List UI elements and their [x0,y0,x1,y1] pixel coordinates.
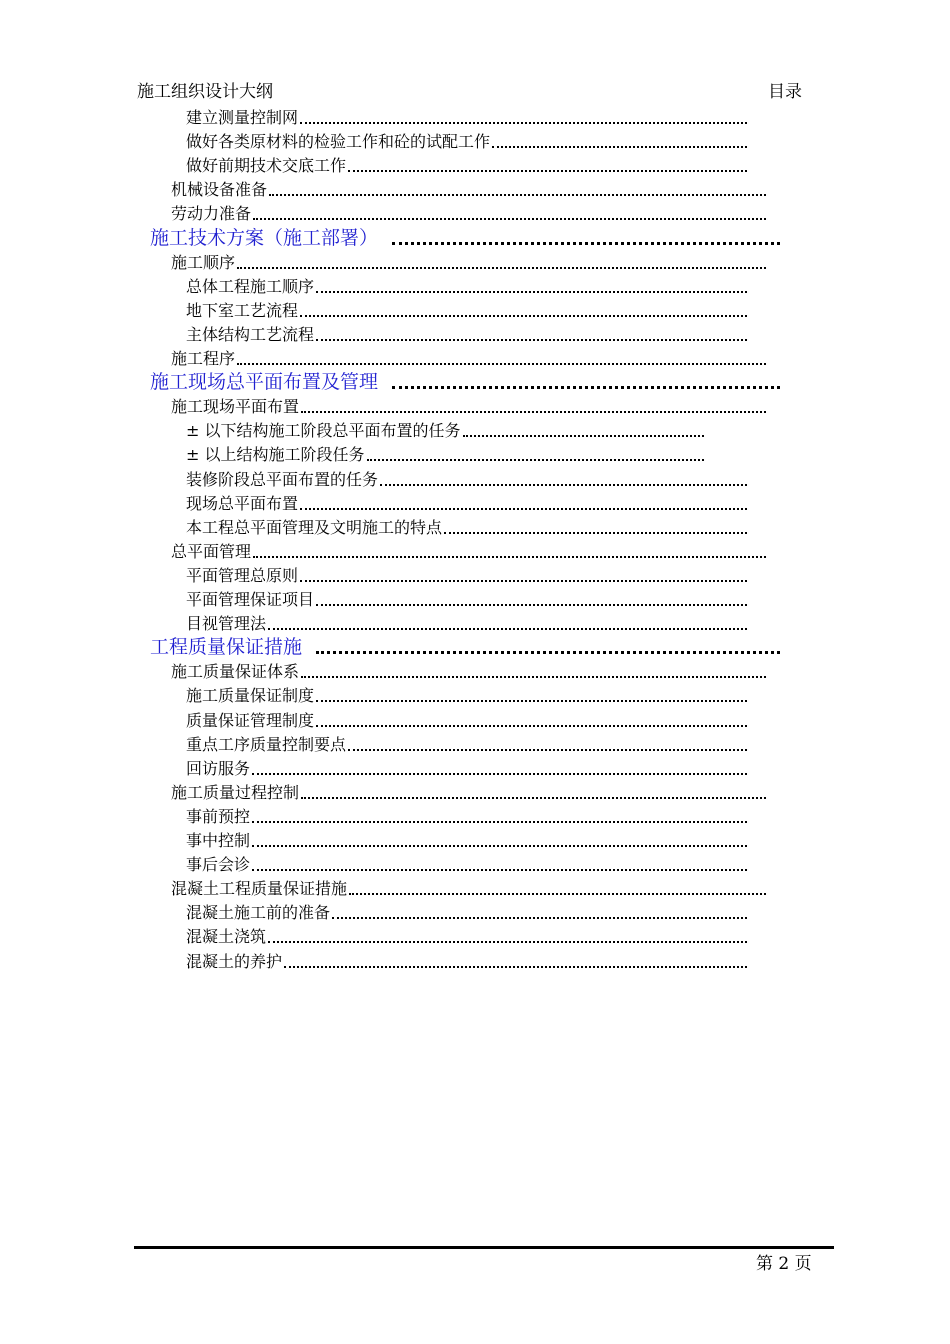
toc-entry-label: 工程质量保证措施 [150,636,303,658]
toc-dot-leader [316,651,780,654]
toc-dot-leader [268,941,747,943]
toc-entry[interactable] [150,370,780,394]
toc-dot-leader [349,893,766,895]
toc-entry-label: 施工技术方案（施工部署） [150,227,379,249]
toc-entry-label: 本工程总平面管理及文明施工的特点 [186,518,443,537]
toc-entry-label: 做好前期技术交底工作 [186,156,347,175]
toc-entry[interactable] [186,298,747,322]
toc-entry-label: 混凝土的养护 [186,952,283,971]
toc-dot-leader [268,628,747,630]
toc-entry-label: 施工质量过程控制 [171,783,300,802]
toc-entry-label: ± 以下结构施工阶段总平面布置的任务 [186,421,461,440]
toc-entry[interactable] [171,250,766,274]
toc-entry-label: 平面管理总原则 [186,566,299,585]
toc-dot-leader [492,146,747,148]
toc-entry[interactable] [186,949,747,973]
document-title: 施工组织设计大纲 [137,82,273,102]
toc-entry-label: 现场总平面布置 [186,494,299,513]
toc-dot-leader [301,797,766,799]
toc-entry[interactable] [186,322,747,346]
toc-entry[interactable] [171,346,766,370]
toc-entry-label: 建立测量控制网 [186,108,299,127]
toc-dot-leader [252,845,747,847]
toc-entry-label: 装修阶段总平面布置的任务 [186,470,379,489]
toc-dot-leader [252,869,747,871]
toc-entry-label: 施工现场平面布置 [171,397,300,416]
toc-entry[interactable] [186,900,747,924]
toc-entry-label: 施工现场总平面布置及管理 [150,371,379,393]
toc-entry-label: 平面管理保证项目 [186,590,315,609]
footer-divider [134,1246,834,1249]
toc-entry-label: 施工程序 [171,349,236,368]
toc-dot-leader [463,435,705,437]
toc-dot-leader [237,267,766,269]
toc-dot-leader [316,339,747,341]
toc-dot-leader [316,725,747,727]
toc-entry[interactable] [186,442,704,466]
toc-entry[interactable] [186,732,747,756]
toc-dot-leader [301,676,766,678]
toc-entry[interactable] [186,611,747,635]
toc-dot-leader [380,484,747,486]
toc-dot-leader [252,773,747,775]
toc-dot-leader [300,122,747,124]
toc-entry-label: 事后会诊 [186,855,251,874]
toc-dot-leader [237,363,766,365]
toc-entry-label: 主体结构工艺流程 [186,325,315,344]
toc-dot-leader [253,218,766,220]
toc-dot-leader [316,700,747,702]
toc-entry[interactable] [171,177,766,201]
toc-dot-leader [300,315,747,317]
toc-entry-label: 施工质量保证制度 [186,686,315,705]
toc-entry[interactable] [186,683,747,707]
toc-entry[interactable] [186,587,747,611]
toc-entry[interactable] [186,756,747,780]
toc-entry-label: 混凝土施工前的准备 [186,903,331,922]
toc-entry-label: 重点工序质量控制要点 [186,735,347,754]
toc-entry[interactable] [171,659,766,683]
toc-entry[interactable] [171,539,766,563]
toc-dot-leader [348,749,747,751]
toc-entry-label: 事中控制 [186,831,251,850]
toc-entry[interactable] [186,491,747,515]
toc-entry-label: 机械设备准备 [171,180,268,199]
toc-entry[interactable] [186,418,704,442]
toc-entry[interactable] [186,515,747,539]
toc-entry-label: 总体工程施工顺序 [186,277,315,296]
toc-entry-label: 做好各类原材料的检验工作和砼的试配工作 [186,132,491,151]
toc-entry-label: 回访服务 [186,759,251,778]
toc-entry[interactable] [186,105,747,129]
toc-dot-leader [301,411,766,413]
toc-dot-leader [284,966,747,968]
toc-entry-label: 地下室工艺流程 [186,301,299,320]
toc-dot-leader [367,459,705,461]
toc-dot-leader [252,821,747,823]
toc-entry[interactable] [186,274,747,298]
toc-entry[interactable] [171,876,766,900]
toc-entry[interactable] [186,828,747,852]
toc-entry[interactable] [186,563,747,587]
toc-dot-leader [316,291,747,293]
toc-entry-label: 事前预控 [186,807,251,826]
toc-entry[interactable] [171,201,766,225]
toc-dot-leader [348,170,747,172]
toc-entry-label: 混凝土浇筑 [186,927,267,946]
toc-dot-leader [332,917,747,919]
toc-entry[interactable] [171,780,766,804]
toc-entry[interactable] [186,129,747,153]
toc-entry-label: ± 以上结构施工阶段任务 [186,445,365,464]
toc-entry[interactable] [186,852,747,876]
toc-entry[interactable] [171,394,766,418]
toc-entry[interactable] [150,635,780,659]
toc-dot-leader [316,604,747,606]
toc-dot-leader [253,556,766,558]
toc-entry[interactable] [150,226,780,250]
toc-entry[interactable] [186,708,747,732]
toc-entry-label: 质量保证管理制度 [186,711,315,730]
toc-entry-label: 施工质量保证体系 [171,662,300,681]
toc-entry[interactable] [186,804,747,828]
toc-dot-leader [300,580,747,582]
toc-entry-label: 总平面管理 [171,542,252,561]
toc-entry-label: 劳动力准备 [171,204,252,223]
toc-entry[interactable] [186,924,747,948]
toc-dot-leader [300,508,747,510]
toc-entry-label: 混凝土工程质量保证措施 [171,879,348,898]
toc-entry[interactable] [186,153,747,177]
toc-dot-leader [269,194,766,196]
toc-dot-leader [392,242,780,245]
toc-entry-label: 目视管理法 [186,614,267,633]
toc-dot-leader [392,386,780,389]
section-title: 目录 [768,82,802,102]
toc-entry[interactable] [186,467,747,491]
page-number: 第 2 页 [756,1254,812,1274]
toc-dot-leader [444,532,747,534]
toc-entry-label: 施工顺序 [171,253,236,272]
